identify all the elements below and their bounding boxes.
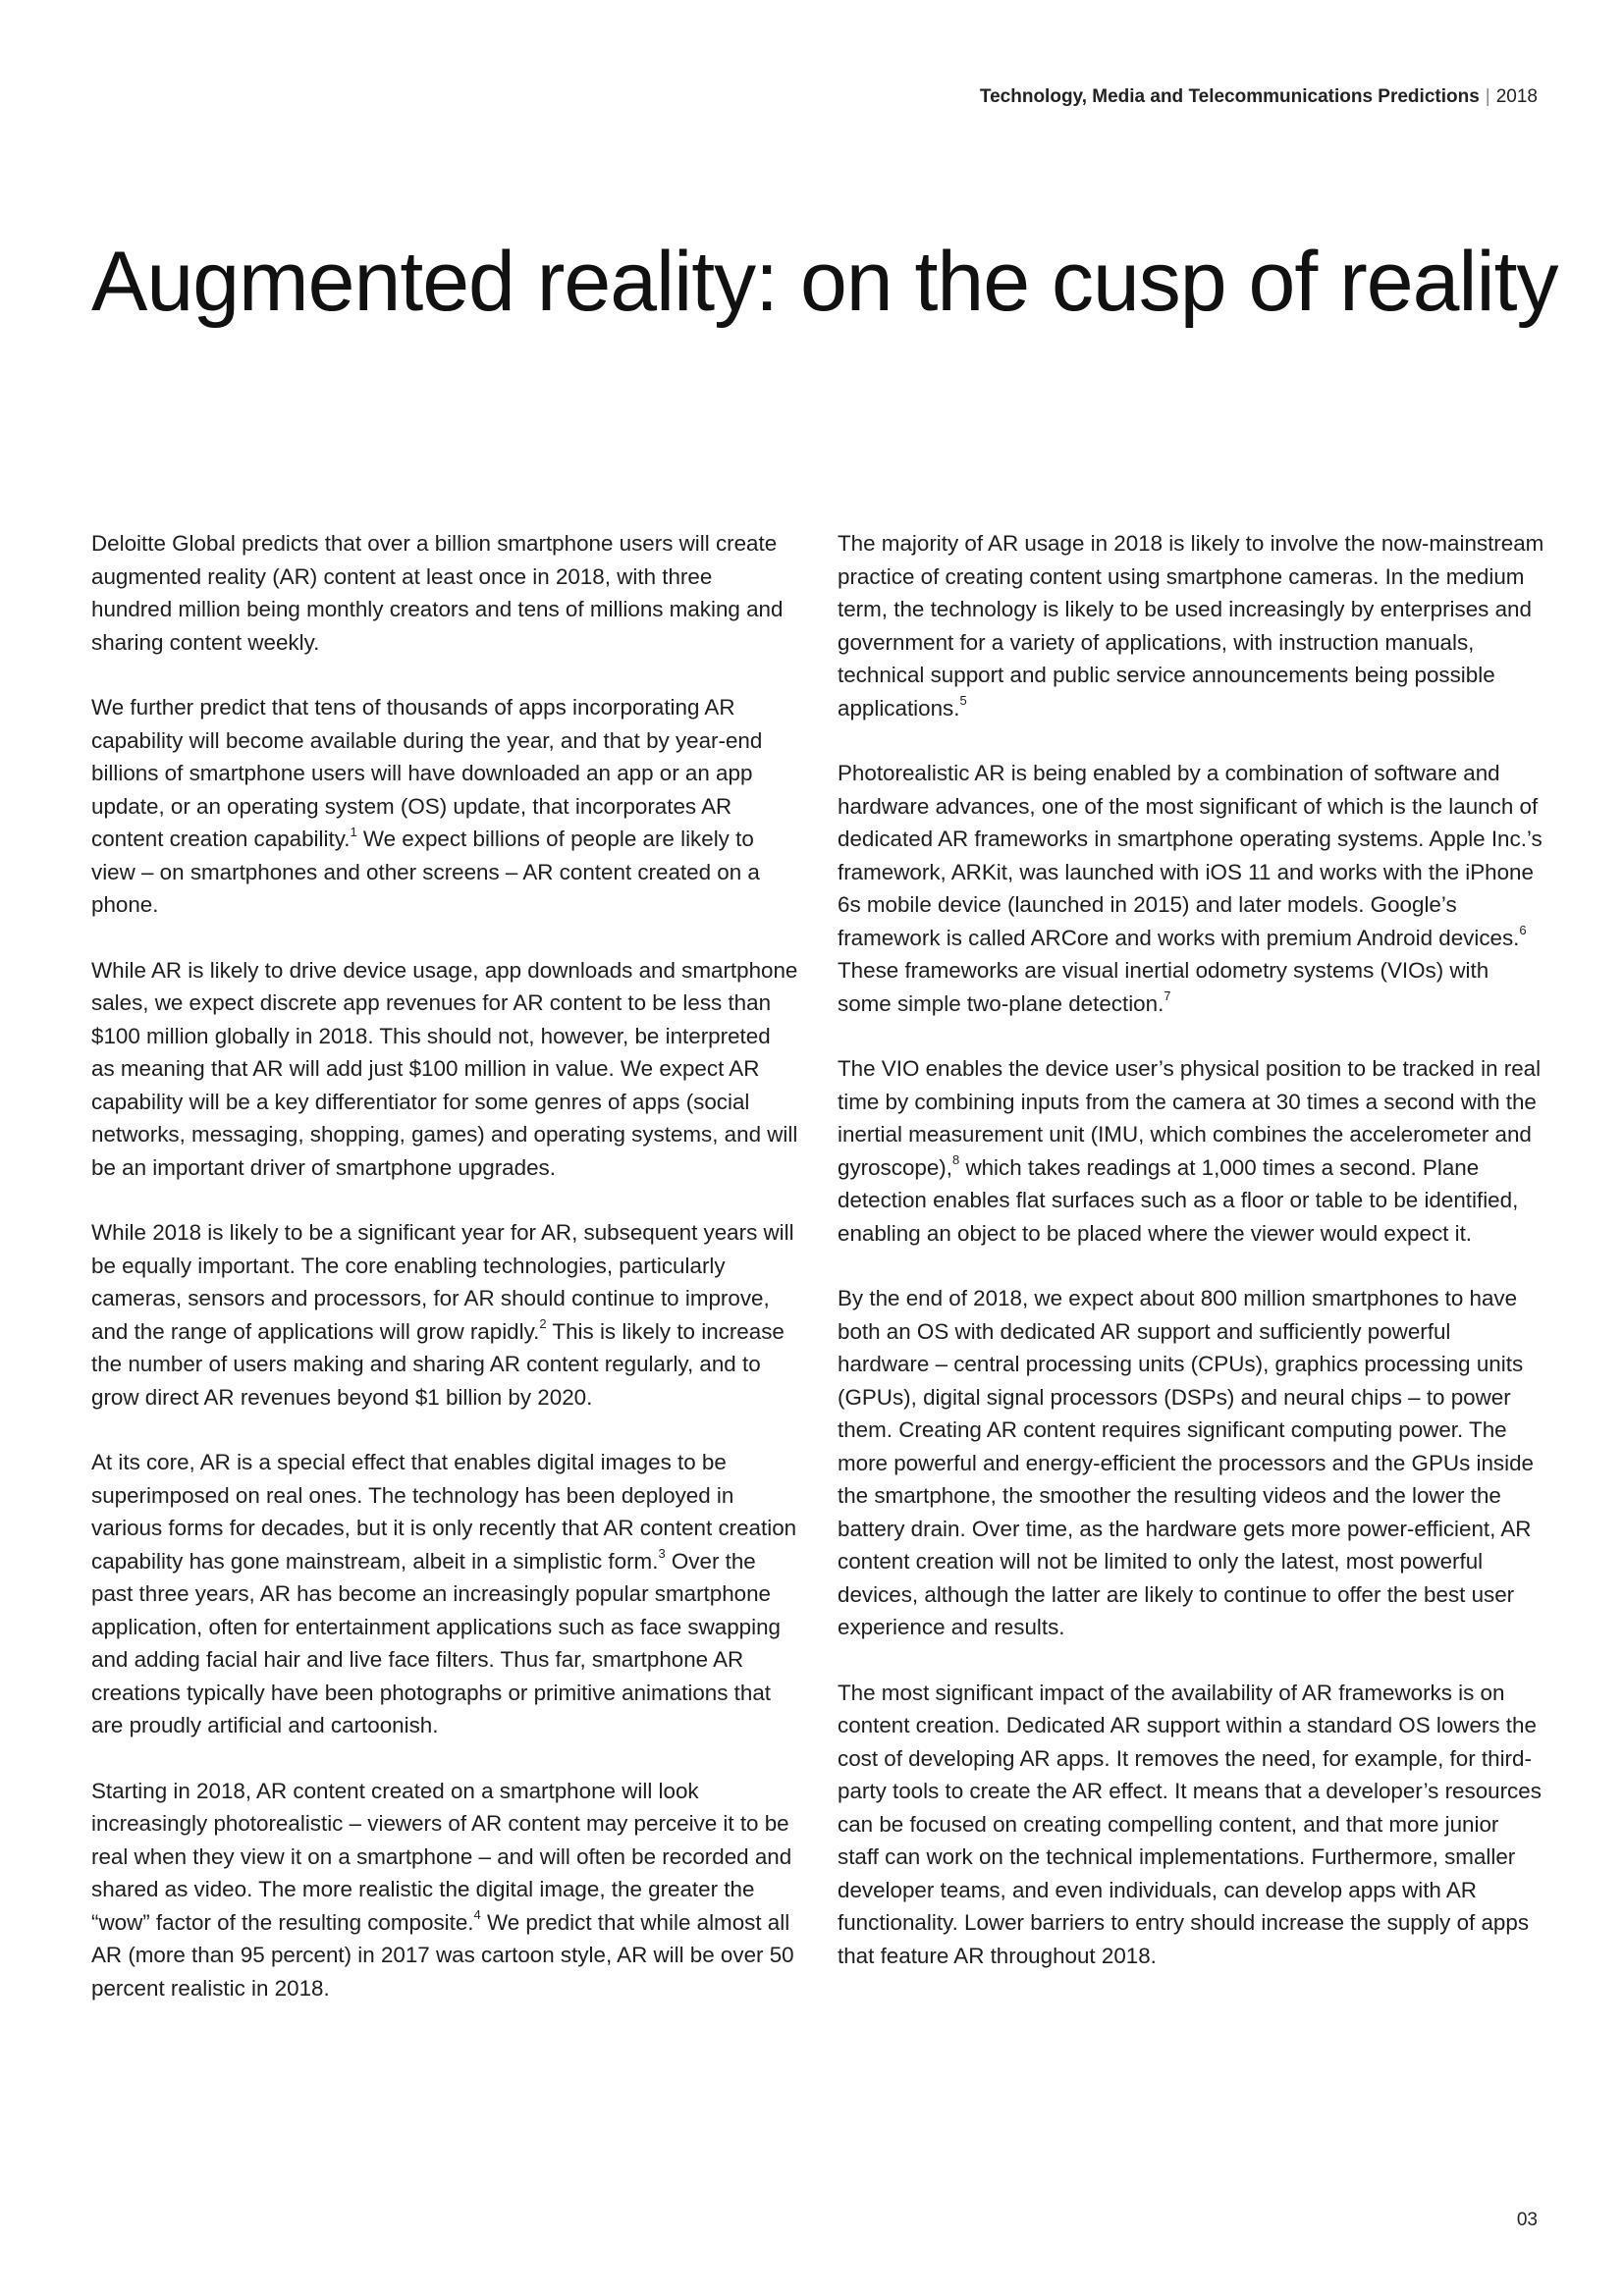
- left-column: [91, 527, 798, 2037]
- paragraph: The most significant impact of the availability of AR frameworks is on content creation. Dedicated AR support within a standard OS lowers the cost of developing AR apps. It removes the need, for example, for third-party tools to create the AR effect. It means that a developer’s resources can be focused on creating compelling content, and that more junior staff can work on the technical implementations. Furthermore, smaller developer teams, and even individuals, can develop apps with AR functionality. Lower barriers to entry should increase the supply of apps that feature AR throughout 2018.: [838, 1680, 1542, 1968]
- footnote-ref[interactable]: 2: [539, 1316, 547, 1332]
- page-number: 03: [1516, 2210, 1538, 2230]
- paragraph: We further predict that tens of thousands of apps incorporating AR capability will become available during the year, and that by year-end billions of smartphone users will have downloaded an app or an app update, or an operating system (OS) update, that incorporates AR content creation capability.$^1$ We expect billions of people are likely to view – on smartphones and other screens – AR content created on a phone.: [91, 695, 763, 917]
- paragraph: By the end of 2018, we expect about 800 million smartphones to have both an OS with dedicated AR support and sufficiently powerful hardware – central processing units (CPUs), graphics processing units (GPUs), digital signal processors (DSPs) and neural chips – to power them. Creating AR content requires significant computing power. The more powerful and energy-efficient the processors and the GPUs inside the smartphone, the smoother the resulting videos and the lower the battery drain. Over time, as the hardware gets more power-efficient, AR content creation will not be limited to only the latest, most powerful devices, although the latter are likely to continue to offer the best user experience and results.: [838, 1286, 1535, 1639]
- paragraph: While 2018 is likely to be a significant year for AR, subsequent years will be equally important. The core enabling technologies, particularly cameras, sensors and processors, for AR should continue to improve, and the range of applications will grow rapidly.$^2$ This is likely to increase the number of users making and sharing AR content regularly, and to grow direct AR revenues beyond $1 billion by 2020.: [91, 1220, 794, 1410]
- paragraph: Deloitte Global predicts that over a billion smartphone users will create augmented reality (AR) content at least once in 2018, with three hundred million being monthly creators and tens of millions making and sharing content weekly.: [91, 531, 784, 655]
- publication-title: Technology, Media and Telecommunications Predictions: [979, 86, 1480, 107]
- right-column: [838, 527, 1544, 2004]
- publication-year: 2018: [1495, 86, 1538, 107]
- footnote-ref[interactable]: 3: [658, 1546, 666, 1562]
- header-separator: |: [1485, 86, 1490, 107]
- footnote-ref[interactable]: 4: [473, 1907, 481, 1923]
- paragraph: Starting in 2018, AR content created on a smartphone will look increasingly photorealistic – viewers of AR content may perceive it to be real when they view it on a smartphone – and will often be recorded and shared as video. The more realistic the digital image, the greater the “wow” factor of the resulting composite.$^4$ We predict that while almost all AR (more than 95 percent) in 2017 was cartoon style, AR will be over 50 percent realistic in 2018.: [91, 1778, 794, 2001]
- paragraph: Photorealistic AR is being enabled by a combination of software and hardware advances, one of the most significant of which is the launch of dedicated AR frameworks in smartphone operating systems. Apple Inc.’s framework, ARKit, was launched with iOS 11 and works with the iPhone 6s mobile device (launched in 2015) and later models. Google’s framework is called ARCore and works with premium Android devices.$^6$ These frameworks are visual inertial odometry systems (VIOs) with some simple two-plane detection.$^7$: [838, 761, 1543, 1016]
- footnote-ref[interactable]: 8: [951, 1152, 960, 1168]
- running-header: [980, 86, 1538, 108]
- page-title: Augmented reality: on the cusp of reality: [91, 235, 1558, 329]
- paragraph: The majority of AR usage in 2018 is likely to involve the now-mainstream practice of creating content using smartphone cameras. In the medium term, the technology is likely to be used increasingly by enterprises and government for a variety of applications, with instruction manuals, technical support and public service announcements being possible applications.$^5$: [838, 531, 1544, 721]
- paragraph: The VIO enables the device user’s physical position to be tracked in real time by combining inputs from the camera at 30 times a second with the inertial measurement unit (IMU, which combines the accelerometer and gyroscope),$^8$ which takes readings at 1,000 times a second. Plane detection enables flat surfaces such as a floor or table to be identified, enabling an object to be placed where the viewer would expect it.: [838, 1056, 1542, 1246]
- footnote-ref[interactable]: 1: [350, 824, 357, 839]
- paragraph: While AR is likely to drive device usage, app downloads and smartphone sales, we expect discrete app revenues for AR content to be less than $100 million globally in 2018. This should not, however, be interpreted as meaning that AR will add just $100 million in value. We expect AR capability will be a key differentiator for some genres of apps (social networks, messaging, shopping, games) and operating systems, and will be an important driver of smartphone upgrades.: [91, 957, 798, 1180]
- footnote-ref[interactable]: 6: [1519, 923, 1527, 938]
- paragraph: At its core, AR is a special effect that enables digital images to be superimposed on real ones. The technology has been deployed in various forms for decades, but it is only recently that AR content creation capability has gone mainstream, albeit in a simplistic form.$^3$ Over the past three years, AR has become an increasingly popular smartphone application, often for entertainment applications such as face swapping and adding facial hair and live face filters. Thus far, smartphone AR creations typically have been photographs or primitive animations that are proudly artificial and cartoonish.: [91, 1450, 797, 1737]
- footnote-ref[interactable]: 5: [959, 693, 967, 709]
- footnote-ref[interactable]: 7: [1164, 988, 1171, 1004]
